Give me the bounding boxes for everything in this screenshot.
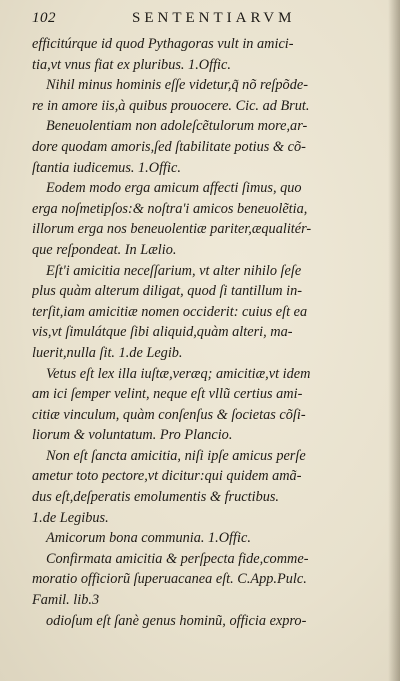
text-line: ſtantia iudicemus. 1.Offic. — [32, 159, 181, 176]
text-line: ametur toto pectore,vt dicitur:qui quidem amã- — [32, 468, 302, 485]
text-line: 1.de Legibus. — [32, 509, 109, 526]
text-line: am ici ſemper velint, neque eſt vllũ certius ami- — [32, 386, 303, 403]
text-line: plus quàm alterum diligat, quod ſi tantillum in- — [32, 283, 303, 300]
text-line: Famil. lib.3 — [32, 592, 100, 609]
text-line: que reſpondeat. In Lælio. — [32, 241, 177, 258]
text-line: Nihil minus hominis eſſe videtur,q̃ nõ reſpõde- — [46, 77, 308, 94]
text-line: liorum & voluntatum. Pro Plancio. — [32, 427, 233, 444]
text-line: re in amore iis,à quibus prouocere. Cic. ad Brut. — [32, 97, 310, 114]
text-line: Confirmata amicitia & perſpecta fide,comme- — [46, 550, 309, 567]
text-line: Amicorum bona communia. 1.Offic. — [46, 530, 251, 547]
page-number: 102 — [32, 10, 56, 26]
text-line: odioſum eſt ſanè genus hominũ, officia expro- — [46, 612, 307, 629]
text-line: Eodem modo erga amicum affecti ſimus, quo — [46, 180, 302, 197]
page-header — [32, 10, 382, 27]
text-line: Beneuolentiam non adoleſcẽtulorum more,ar- — [46, 118, 308, 135]
text-line: dore quodam amoris,ſed ſtabilitate potius & cõ- — [32, 138, 306, 155]
page-edge-shadow — [388, 0, 400, 681]
text-line: tia,vt vnus fiat ex pluribus. 1.Offic. — [32, 56, 231, 73]
text-line: Eſt'i amicitia neceſſarium, vt alter nihilo ſeſe — [46, 262, 302, 279]
running-head: SENTENTIARVM — [132, 10, 296, 26]
text-line: erga noſmetipſos:& noſtra'i amicos beneuolẽtia, — [32, 200, 308, 217]
text-line: luerit,nulla ſit. 1.de Legib. — [32, 344, 183, 361]
text-line: moratio officiorũ ſuperuacanea eſt. C.App.Pulc. — [32, 571, 307, 588]
text-line: vis,vt ſimulátque ſibi aliquid,quàm alteri, ma- — [32, 324, 293, 341]
text-line: efficitúrque id quod Pythagoras vult in amici- — [32, 36, 294, 52]
text-line: Non eſt ſancta amicitia, niſi ipſe amicus perſe — [46, 447, 306, 464]
text-line: dus eſt,deſperatis emolumentis & fructibus. — [32, 489, 279, 506]
text-line: illorum erga nos beneuolentiæ pariter,æqualitér- — [32, 221, 312, 238]
text-line: citiæ vinculum, quàm conſenſus & ſocietas cõſi- — [32, 406, 306, 423]
text-line: Vetus eſt lex illa iuſtæ,veræq; amicitiæ,vt idem — [46, 365, 311, 382]
text-line: terſit,iam amicitiæ nomen occiderit: cuius eſt ea — [32, 303, 308, 320]
page-text — [32, 34, 382, 631]
